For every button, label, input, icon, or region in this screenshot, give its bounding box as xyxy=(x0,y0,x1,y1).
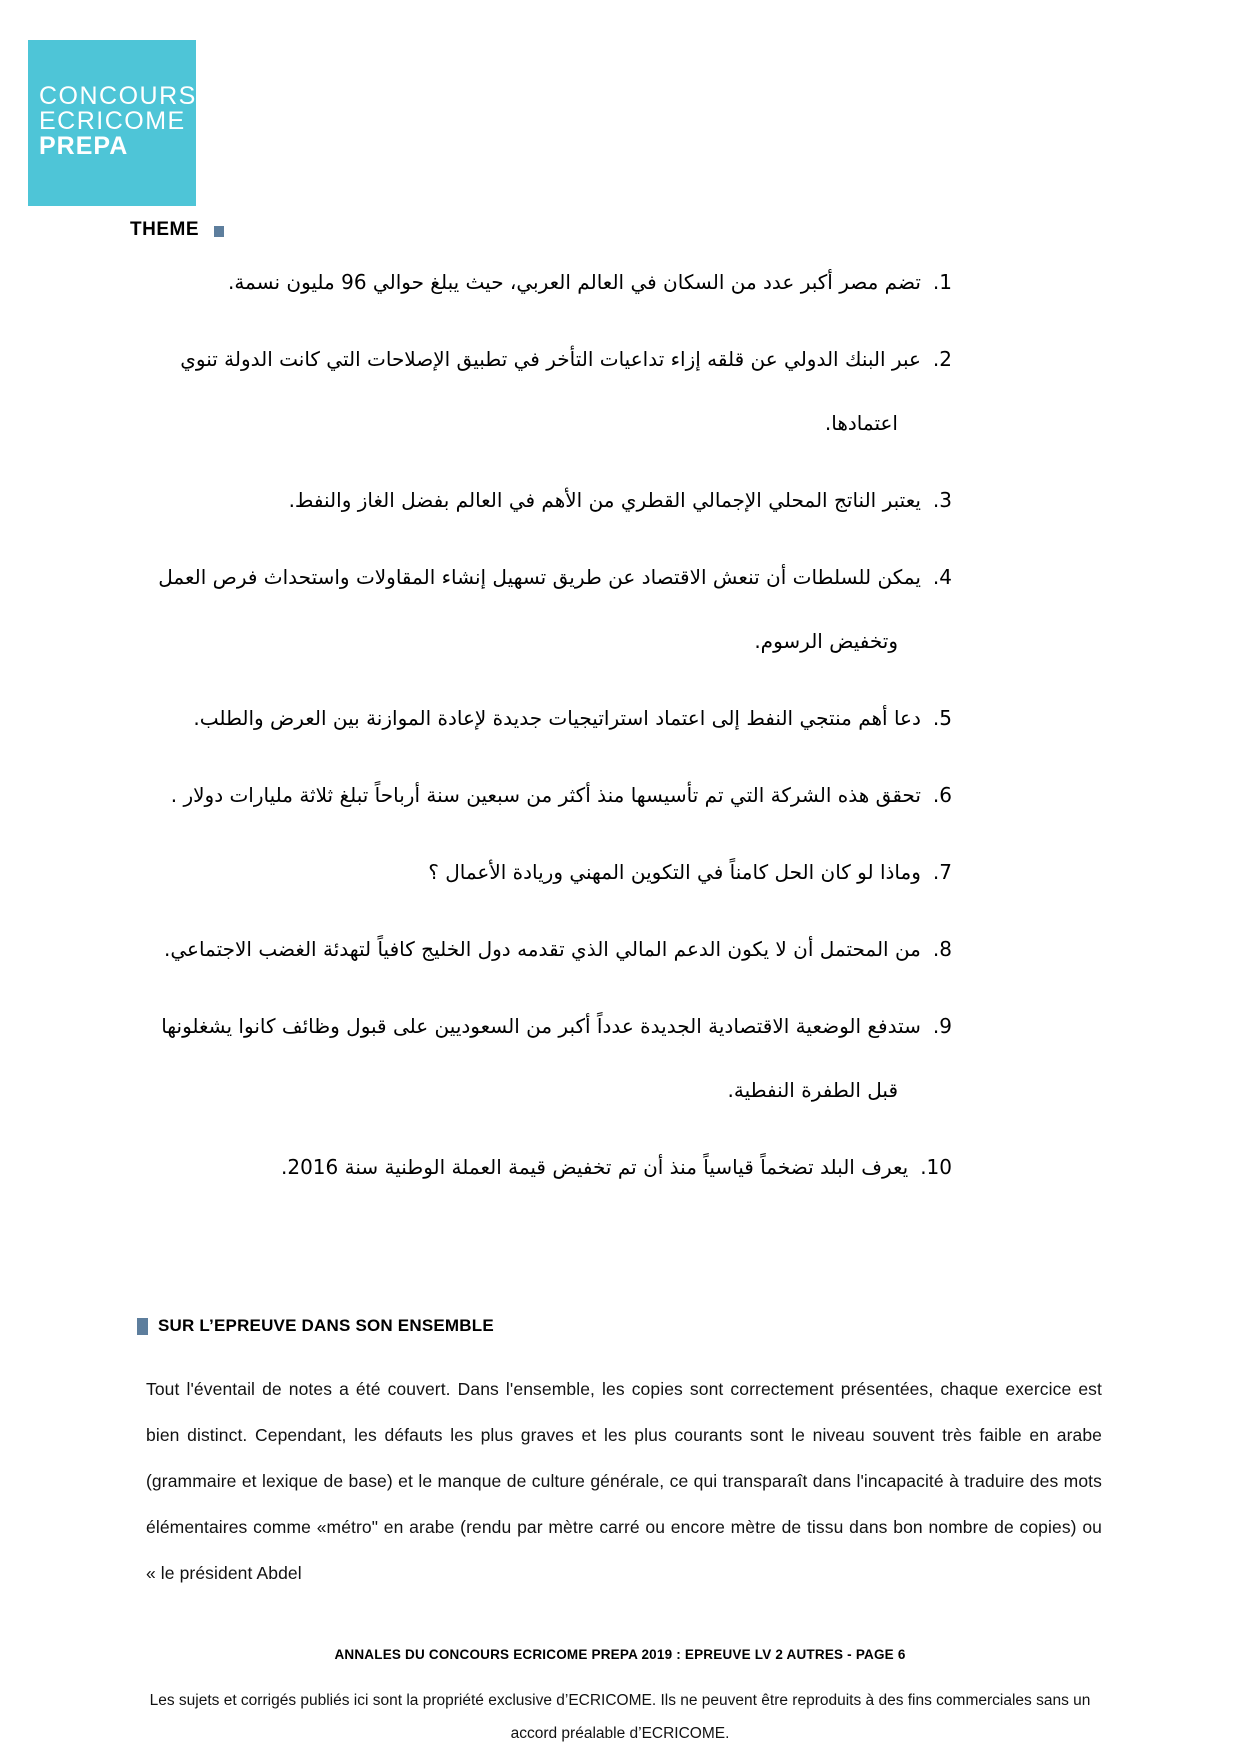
theme-item xyxy=(140,994,952,1122)
theme-item xyxy=(140,763,952,827)
item-number: 5. xyxy=(932,706,952,730)
item-number: 6. xyxy=(932,783,952,807)
item-text: وماذا لو كان الحل كامناً في التكوين المهني وريادة الأعمال ؟ xyxy=(428,860,921,884)
section-heading xyxy=(137,1316,494,1336)
item-text: يعرف البلد تضخماً قياسياً منذ أن تم تخفيض قيمة العملة الوطنية سنة 2016. xyxy=(281,1155,909,1179)
square-bullet-icon xyxy=(214,226,224,237)
item-number: 4. xyxy=(932,565,952,589)
theme-item xyxy=(140,840,952,904)
theme-item xyxy=(140,545,952,673)
item-text: عبر البنك الدولي عن قلقه إزاء تداعيات التأخر في تطبيق الإصلاحات التي كانت الدولة تنوي اعتمادها. xyxy=(180,347,921,435)
item-number: 9. xyxy=(932,1014,952,1038)
item-text: تضم مصر أكبر عدد من السكان في العالم العربي، حيث يبلغ حوالي 96 مليون نسمة. xyxy=(227,270,921,294)
section-title: SUR L’EPREUVE DANS SON ENSEMBLE xyxy=(158,1316,494,1335)
item-number: 8. xyxy=(932,937,952,961)
theme-item xyxy=(140,686,952,750)
logo-line-concours: CONCOURS xyxy=(39,82,197,110)
item-text: يمكن للسلطات أن تنعش الاقتصاد عن طريق تسهيل إنشاء المقاولات واستحداث فرص العمل وتخفيض الرسوم. xyxy=(158,565,921,653)
logo-line-prepa: PREPA xyxy=(39,132,129,160)
body-paragraph: Tout l'éventail de notes a été couvert. Dans l'ensemble, les copies sont correctement présentées, chaque exercice est bien distinct. Cependant, les défauts les plus graves et les plus courants sont le niveau souvent très faible en arabe (grammaire et lexique de base) et le manque de culture générale, ce qui transparaît dans l'incapacité à traduire des mots élémentaires comme «métro" en arabe (rendu par mètre carré ou encore mètre de tissu dans bon nombre de copies) ou « le président Abdel xyxy=(146,1379,1102,1583)
theme-heading xyxy=(130,219,224,241)
item-number: 7. xyxy=(932,860,952,884)
logo-line-ecricome: ECRICOME xyxy=(39,107,186,135)
theme-list xyxy=(140,250,952,1212)
theme-item xyxy=(140,250,952,314)
item-text: تحقق هذه الشركة التي تم تأسيسها منذ أكثر من سبعين سنة أرباحاً تبلغ ثلاثة مليارات دولار . xyxy=(170,783,921,807)
theme-item xyxy=(140,1135,952,1199)
theme-title: THEME xyxy=(130,219,199,240)
item-text: من المحتمل أن لا يكون الدعم المالي الذي تقدمه دول الخليج كافياً لتهدئة الغضب الاجتماعي. xyxy=(164,937,921,961)
theme-item xyxy=(140,468,952,532)
theme-item xyxy=(140,327,952,455)
item-text: يعتبر الناتج المحلي الإجمالي القطري من الأهم في العالم بفضل الغاز والنفط. xyxy=(288,488,921,512)
theme-item xyxy=(140,917,952,981)
item-number: 1. xyxy=(932,270,952,294)
ecricome-logo xyxy=(28,40,196,206)
item-number: 10. xyxy=(920,1155,952,1179)
item-number: 2. xyxy=(932,347,952,371)
footer-annales-line: ANNALES DU CONCOURS ECRICOME PREPA 2019 : EPREUVE LV 2 AUTRES - PAGE 6 xyxy=(334,1647,906,1662)
square-bullet-icon xyxy=(137,1318,148,1335)
item-number: 3. xyxy=(932,488,952,512)
item-text: ستدفع الوضعية الاقتصادية الجديدة عدداً أكبر من السعوديين على قبول وظائف كانوا يشغلونها قبل الطفرة النفطية. xyxy=(161,1014,921,1102)
item-text: دعا أهم منتجي النفط إلى اعتماد استراتيجيات جديدة لإعادة الموازنة بين العرض والطلب. xyxy=(193,706,921,730)
copyright-notice: Les sujets et corrigés publiés ici sont la propriété exclusive d’ECRICOME. Ils ne peuvent être reproduits à des fins commerciales sans un accord préalable d’ECRICOME. xyxy=(149,1692,1091,1742)
